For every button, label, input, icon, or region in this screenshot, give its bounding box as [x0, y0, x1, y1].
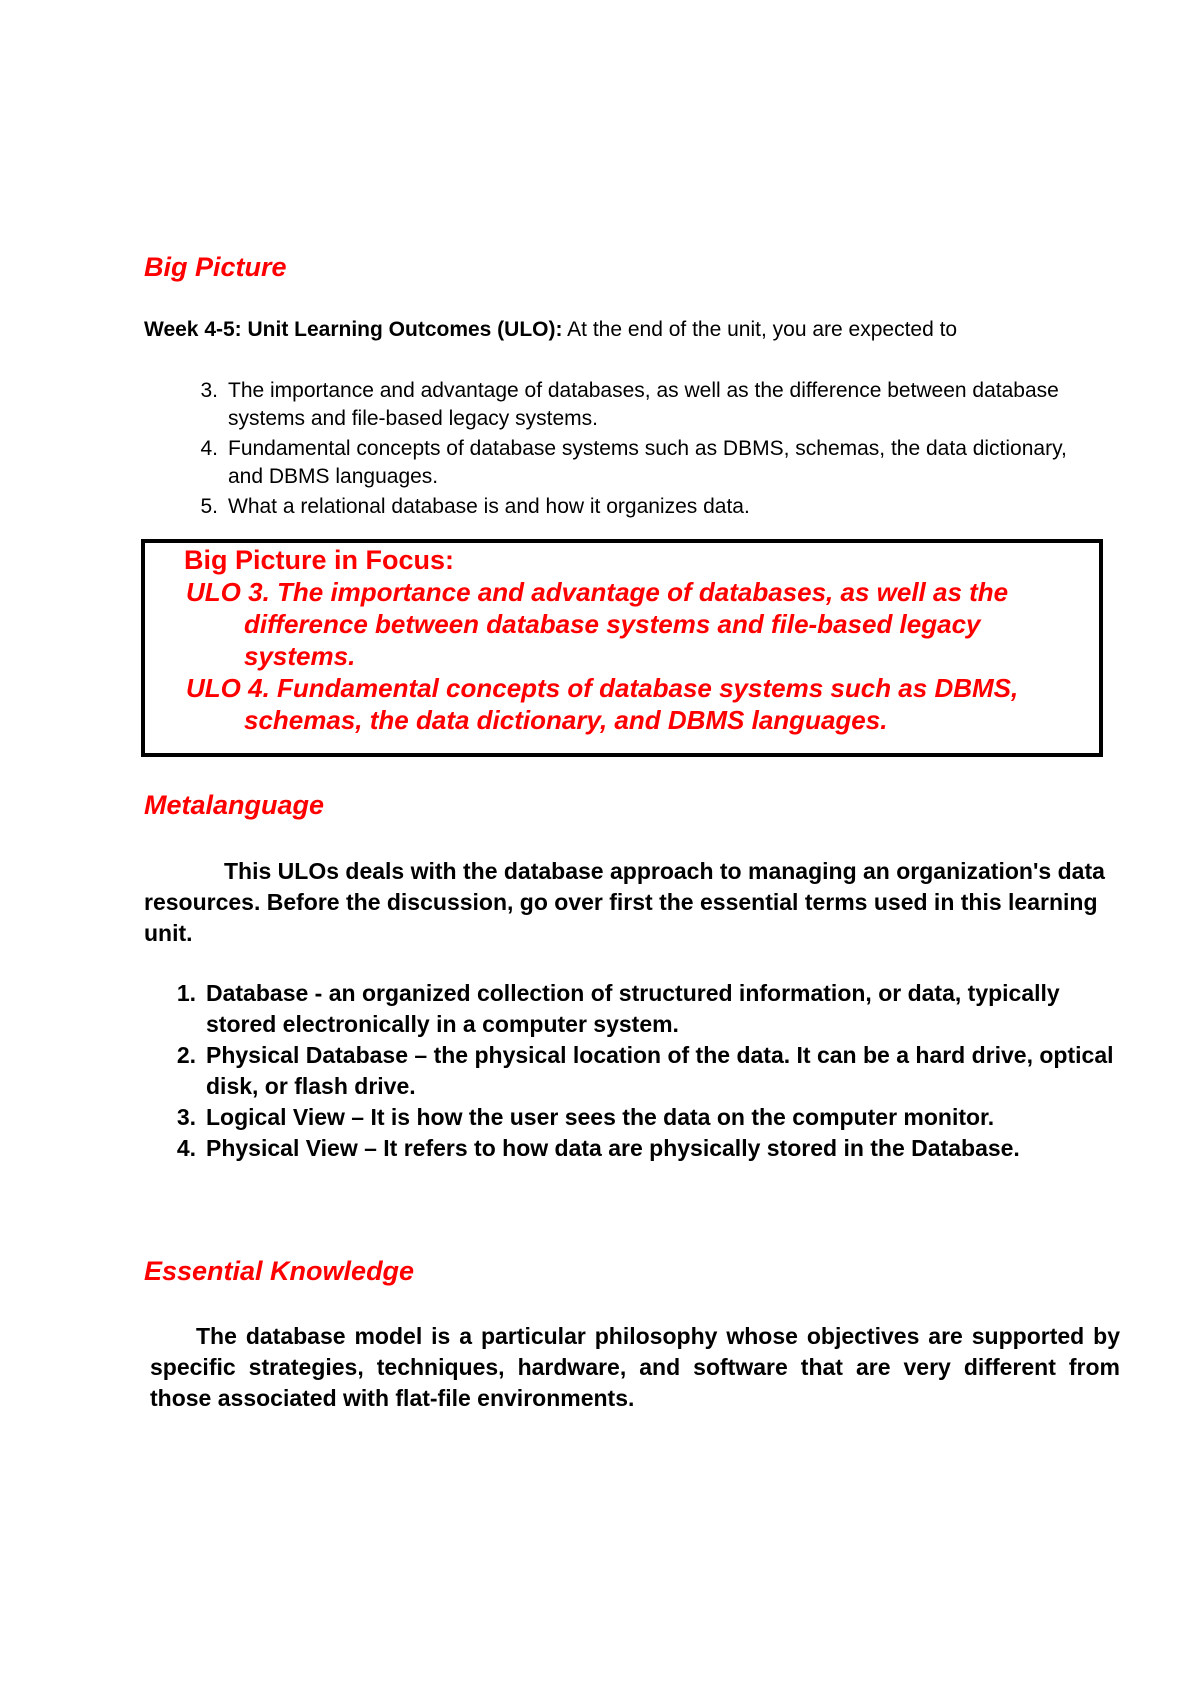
list-item — [176, 1133, 1126, 1164]
list-text: Fundamental concepts of database systems such as DBMS, schemas, the data dictionary, and DBMS languages. — [228, 437, 1067, 488]
list-item — [200, 435, 1088, 491]
metalanguage-heading: Metalanguage — [144, 790, 325, 820]
focus-list — [186, 576, 1086, 736]
essential-knowledge-paragraph: The database model is a particular philosophy whose objectives are supported by specific strategies, techniques, hardware, and software that are very different from those associated with flat-file environments. — [150, 1323, 1120, 1411]
list-number: 3. — [176, 1104, 196, 1130]
big-picture-heading: Big Picture — [144, 252, 287, 282]
list-item — [200, 493, 1088, 521]
focus-title: Big Picture in Focus: — [184, 545, 455, 575]
ulo-list — [200, 377, 1088, 523]
focus-item-ulo4: ULO 4. Fundamental concepts of database systems such as DBMS, schemas, the data dictionary, and DBMS languages. — [186, 673, 1019, 735]
list-item — [176, 978, 1126, 1040]
list-text: Logical View – It is how the user sees the data on the computer monitor. — [206, 1104, 995, 1130]
ulo-text: At the end of the unit, you are expected to — [562, 318, 958, 341]
list-item — [176, 1040, 1126, 1102]
ulo-intro — [144, 318, 957, 342]
list-text: Database - an organized collection of structured information, or data, typically stored electronically in a computer system. — [206, 980, 1060, 1037]
list-text: What a relational database is and how it organizes data. — [228, 495, 750, 518]
essential-knowledge-heading: Essential Knowledge — [144, 1256, 415, 1286]
focus-item-ulo3: ULO 3. The importance and advantage of databases, as well as the difference between database systems and file-based legacy systems. — [186, 577, 1009, 671]
list-number: 3. — [200, 379, 218, 402]
list-number: 5. — [200, 495, 218, 518]
list-item — [200, 377, 1088, 433]
ulo-label: Week 4-5: Unit Learning Outcomes (ULO): — [144, 318, 563, 341]
list-text: Physical View – It refers to how data are physically stored in the Database. — [206, 1135, 1020, 1161]
metalanguage-intro: This ULOs deals with the database approach to managing an organization's data resources. Before the discussion, go over first the essential terms used in this learning unit. — [144, 858, 1105, 946]
list-number: 2. — [176, 1042, 196, 1068]
list-number: 4. — [200, 437, 218, 460]
list-text: The importance and advantage of databases, as well as the difference between database systems and file-based legacy systems. — [228, 379, 1059, 430]
list-number: 1. — [176, 980, 196, 1006]
list-text: Physical Database – the physical location of the data. It can be a hard drive, optical disk, or flash drive. — [206, 1042, 1114, 1099]
list-number: 4. — [176, 1135, 196, 1161]
list-item — [176, 1102, 1126, 1133]
terms-list — [176, 978, 1126, 1164]
